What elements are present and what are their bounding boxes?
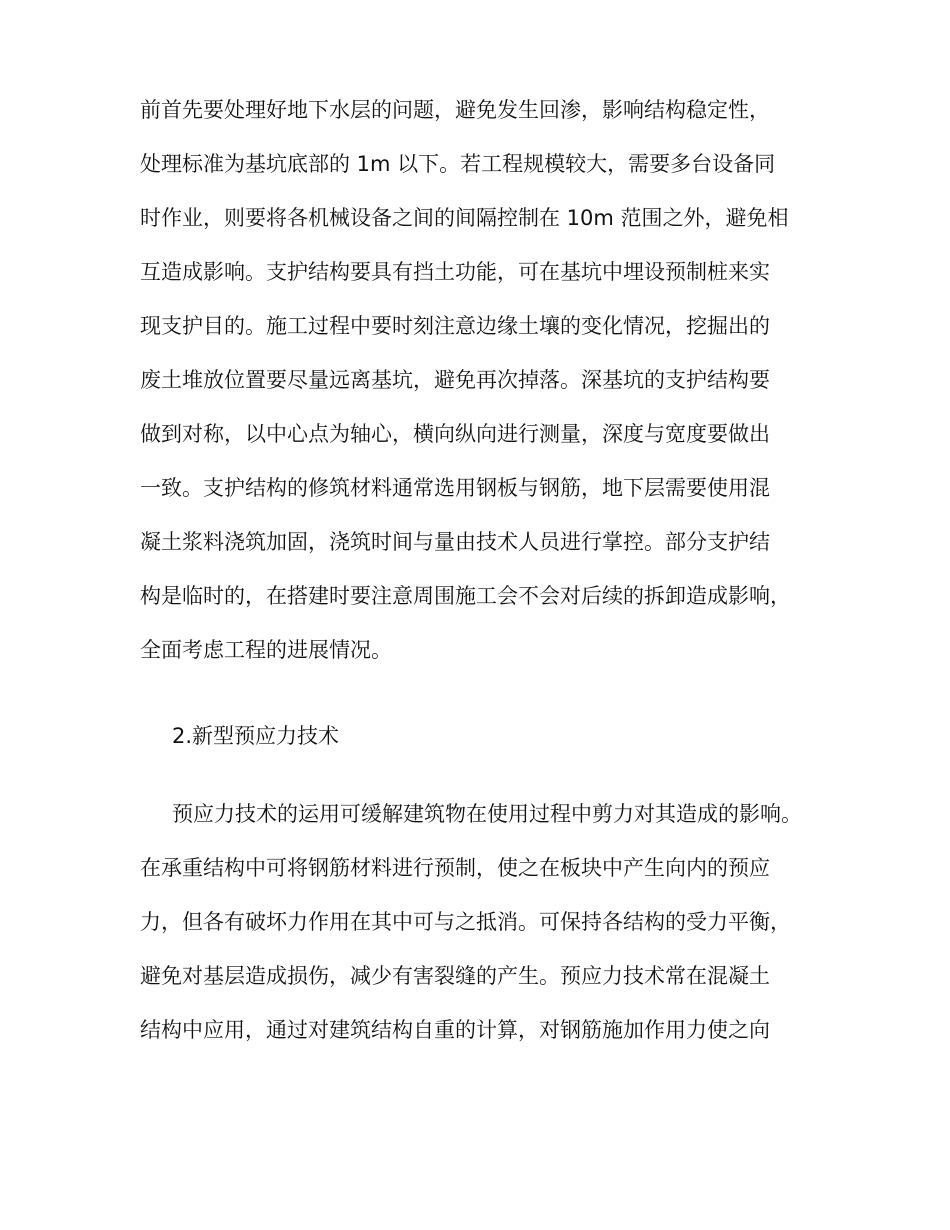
section-heading: 2.新型预应力技术 [172,724,340,748]
text-line: 现支护目的。施工过程中要时刻注意边缘土壤的变化情况，挖掘出的 [140,314,770,338]
text-line: 全面考虑工程的进展情况。 [140,638,392,662]
text-line: 做到对称，以中心点为轴心，横向纵向进行测量，深度与宽度要做出 [140,422,770,446]
text-line: 在承重结构中可将钢筋材料进行预制，使之在板块中产生向内的预应 [140,856,770,880]
text-line: 构是临时的，在搭建时要注意周围施工会不会对后续的拆卸造成影响， [140,584,791,608]
text-line: 凝土浆料浇筑加固，浇筑时间与量由技术人员进行掌控。部分支护结 [140,530,770,554]
text-line: 一致。支护结构的修筑材料通常选用钢板与钢筋，地下层需要使用混 [140,476,770,500]
text-line: 预应力技术的运用可缓解建筑物在使用过程中剪力对其造成的影响。 [172,802,802,826]
text-line: 废土堆放位置要尽量远离基坑，避免再次掉落。深基坑的支护结构要 [140,368,770,392]
text-line: 时作业，则要将各机械设备之间的间隔控制在 10m 范围之外，避免相 [140,206,789,230]
text-line: 避免对基层造成损伤，减少有害裂缝的产生。预应力技术常在混凝土 [140,964,770,988]
text-line: 前首先要处理好地下水层的问题，避免发生回渗，影响结构稳定性， [140,98,770,122]
text-line: 力，但各有破坏力作用在其中可与之抵消。可保持各结构的受力平衡， [140,910,791,934]
text-line: 处理标准为基坑底部的 1m 以下。若工程规模较大，需要多台设备同 [140,152,776,176]
text-line: 结构中应用，通过对建筑结构自重的计算，对钢筋施加作用力使之向 [140,1018,770,1042]
text-line: 互造成影响。支护结构要具有挡土功能，可在基坑中埋设预制桩来实 [140,260,770,284]
